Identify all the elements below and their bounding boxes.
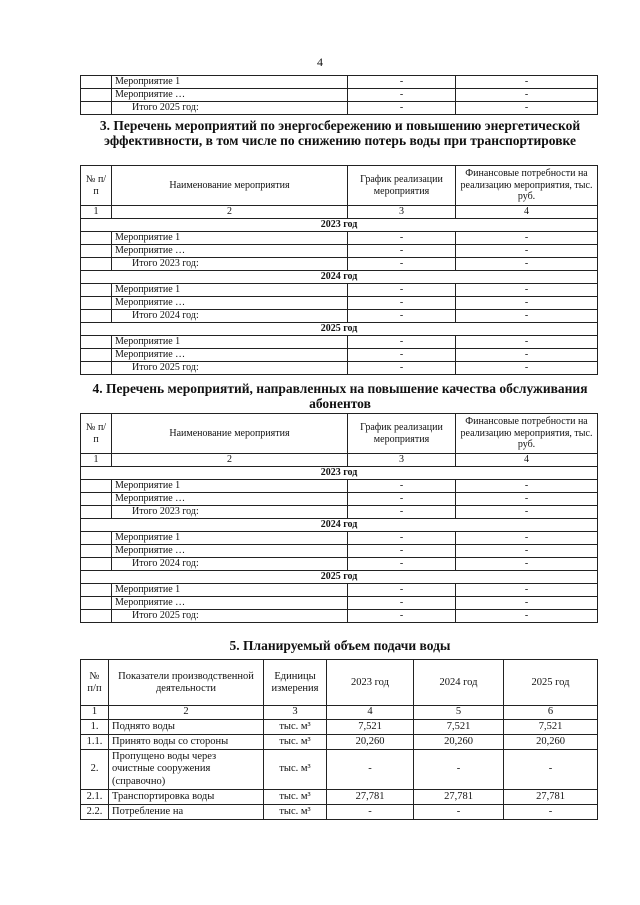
table-cell <box>81 480 112 493</box>
table-cell: - <box>348 336 456 349</box>
table-cell: - <box>456 232 598 245</box>
table-cell: Наименование мероприятия <box>112 166 348 206</box>
table-row <box>81 362 598 375</box>
table-cell <box>81 258 112 271</box>
table-cell: - <box>414 805 504 820</box>
table-cell <box>81 297 112 310</box>
table-cell: График реализации мероприятия <box>348 414 456 454</box>
table-cell <box>81 506 112 519</box>
table-cell: Мероприятие … <box>112 297 348 310</box>
table-cell: - <box>348 284 456 297</box>
table-cell: 2 <box>112 454 348 467</box>
table-cell: - <box>456 558 598 571</box>
table-cell: 3 <box>264 706 327 720</box>
table-cell: - <box>456 310 598 323</box>
year-row <box>81 271 598 284</box>
table-row <box>81 720 598 735</box>
table-cell: - <box>456 545 598 558</box>
table-cell: - <box>456 597 598 610</box>
table-cell <box>81 584 112 597</box>
table-row <box>81 102 598 115</box>
table-cell: Потребление на <box>109 805 264 820</box>
table-cell: - <box>456 89 598 102</box>
column-numbers <box>81 206 598 219</box>
table-cell: Итого 2025 год: <box>112 362 348 375</box>
table-cell: - <box>456 610 598 623</box>
section5-table <box>80 659 598 820</box>
section3-table <box>80 165 598 375</box>
table-cell: Пропущено воды через очистные сооружения (справочно) <box>109 750 264 790</box>
table-cell: Поднято воды <box>109 720 264 735</box>
table-cell: Мероприятие … <box>112 545 348 558</box>
table-cell: 2025 год <box>504 660 598 706</box>
table-cell: 1 <box>81 206 112 219</box>
table-row <box>81 735 598 750</box>
table-row <box>81 245 598 258</box>
table-cell: 2024 год <box>81 519 598 532</box>
table-cell: - <box>348 493 456 506</box>
table-cell <box>81 493 112 506</box>
table-row <box>81 597 598 610</box>
table-cell: 4 <box>456 454 598 467</box>
table-cell <box>81 610 112 623</box>
table-row <box>81 89 598 102</box>
table-cell: 2023 год <box>81 467 598 480</box>
table-cell: - <box>456 480 598 493</box>
table-cell: тыс. м³ <box>264 790 327 805</box>
table-cell <box>81 232 112 245</box>
section5-title: 5. Планируемый объем подачи воды <box>229 638 451 653</box>
table-row <box>81 258 598 271</box>
table-row <box>81 310 598 323</box>
table-row <box>81 336 598 349</box>
table-cell: 2023 год <box>81 219 598 232</box>
table-cell: - <box>348 480 456 493</box>
section4-title: 4. Перечень мероприятий, направленных на повышение качества обслуживания абонентов <box>92 381 588 411</box>
table-cell: 6 <box>504 706 598 720</box>
table-cell: 7,521 <box>504 720 598 735</box>
total-label: Итого 2025 год: <box>112 102 348 115</box>
table-cell: - <box>348 232 456 245</box>
table-cell: - <box>456 245 598 258</box>
table-cell: - <box>348 558 456 571</box>
table-cell: 2023 год <box>327 660 414 706</box>
table-cell: - <box>456 297 598 310</box>
table-cell <box>81 558 112 571</box>
table-cell: Мероприятие … <box>112 245 348 258</box>
table-cell: - <box>348 545 456 558</box>
section4-table <box>80 413 598 623</box>
table-cell: - <box>348 297 456 310</box>
year-row <box>81 467 598 480</box>
table-cell: 7,521 <box>414 720 504 735</box>
table-cell: № п/п <box>81 660 109 706</box>
table-cell: - <box>327 805 414 820</box>
table-cell: 20,260 <box>327 735 414 750</box>
table-cell <box>81 349 112 362</box>
table-row <box>81 532 598 545</box>
table-cell: тыс. м³ <box>264 750 327 790</box>
measure-name: Мероприятие 1 <box>112 76 348 89</box>
table-cell <box>81 545 112 558</box>
table-cell: 2024 год <box>414 660 504 706</box>
table-cell <box>81 310 112 323</box>
table-cell: 2 <box>112 206 348 219</box>
table-cell <box>81 597 112 610</box>
table-cell: - <box>456 336 598 349</box>
table-cell: Единицы измерения <box>264 660 327 706</box>
table-cell: 2.2. <box>81 805 109 820</box>
table-row <box>81 750 598 790</box>
table-cell: - <box>504 750 598 790</box>
table-cell: - <box>348 610 456 623</box>
table-cell <box>81 76 112 89</box>
table-cell <box>81 284 112 297</box>
table-cell: Мероприятие 1 <box>112 532 348 545</box>
table-cell: - <box>348 597 456 610</box>
table-cell: Мероприятие 1 <box>112 480 348 493</box>
table-cell: тыс. м³ <box>264 720 327 735</box>
table-row <box>81 545 598 558</box>
table-row <box>81 284 598 297</box>
table-cell <box>81 532 112 545</box>
table-cell: 4 <box>327 706 414 720</box>
table-row <box>81 297 598 310</box>
table-cell: 20,260 <box>504 735 598 750</box>
table-cell: - <box>456 76 598 89</box>
table-cell <box>81 362 112 375</box>
table-cell: - <box>456 349 598 362</box>
table-cell: - <box>348 245 456 258</box>
table-cell: 2025 год <box>81 571 598 584</box>
measure-name: Мероприятие … <box>112 89 348 102</box>
table-cell: 2025 год <box>81 323 598 336</box>
table-cell: - <box>456 102 598 115</box>
table-cell: - <box>456 284 598 297</box>
table-cell: - <box>348 102 456 115</box>
table-cell: Мероприятие 1 <box>112 336 348 349</box>
table-cell: 1.1. <box>81 735 109 750</box>
table-cell: График реализации мероприятия <box>348 166 456 206</box>
table-cell: Показатели производственной деятельности <box>109 660 264 706</box>
table-cell: - <box>456 493 598 506</box>
table-cell: Итого 2024 год: <box>112 310 348 323</box>
table-cell: Итого 2023 год: <box>112 258 348 271</box>
table-cell: - <box>414 750 504 790</box>
table-row <box>81 480 598 493</box>
table-cell: - <box>348 89 456 102</box>
table-cell: 20,260 <box>414 735 504 750</box>
table-cell: Принято воды со стороны <box>109 735 264 750</box>
table-cell: Мероприятие … <box>112 597 348 610</box>
table-cell: 3 <box>348 206 456 219</box>
table-cell: тыс. м³ <box>264 735 327 750</box>
table-cell: Финансовые потребности на реализацию мероприятия, тыс. руб. <box>456 166 598 206</box>
table-cell: 5 <box>414 706 504 720</box>
table-cell: - <box>456 532 598 545</box>
table-cell <box>81 245 112 258</box>
table-cell <box>81 89 112 102</box>
table-row <box>81 790 598 805</box>
table-cell: 27,781 <box>327 790 414 805</box>
table-cell: - <box>348 310 456 323</box>
table-cell: Итого 2024 год: <box>112 558 348 571</box>
table-cell <box>81 102 112 115</box>
year-row <box>81 323 598 336</box>
table-cell: тыс. м³ <box>264 805 327 820</box>
table-cell: - <box>348 258 456 271</box>
table-header <box>81 414 598 454</box>
table-cell: 2.1. <box>81 790 109 805</box>
table-cell: 2 <box>109 706 264 720</box>
table-row <box>81 349 598 362</box>
table-row <box>81 610 598 623</box>
table-row <box>81 76 598 89</box>
table-cell: 1 <box>81 706 109 720</box>
table-cell: Транспортировка воды <box>109 790 264 805</box>
table-cell: № п/п <box>81 166 112 206</box>
table-cell: 1. <box>81 720 109 735</box>
table-row <box>81 805 598 820</box>
table-cell: 4 <box>456 206 598 219</box>
table-cell: - <box>348 506 456 519</box>
table-cell: - <box>348 584 456 597</box>
table-cell: Мероприятие … <box>112 349 348 362</box>
table-cell: № п/п <box>81 414 112 454</box>
year-row <box>81 219 598 232</box>
table-cell: 1 <box>81 454 112 467</box>
continuation-table <box>80 75 598 115</box>
table-row <box>81 558 598 571</box>
column-numbers <box>81 454 598 467</box>
table-cell: - <box>456 258 598 271</box>
table-cell: 3 <box>348 454 456 467</box>
table-cell: - <box>348 362 456 375</box>
table-cell: - <box>348 532 456 545</box>
table-cell: - <box>327 750 414 790</box>
table-row <box>81 232 598 245</box>
table-cell: 7,521 <box>327 720 414 735</box>
table-cell: 27,781 <box>414 790 504 805</box>
table-cell: - <box>456 584 598 597</box>
year-row <box>81 571 598 584</box>
table-header <box>81 660 598 706</box>
table-row <box>81 493 598 506</box>
table-cell: Мероприятие 1 <box>112 584 348 597</box>
table-cell: Мероприятие 1 <box>112 284 348 297</box>
table-row <box>81 506 598 519</box>
table-cell: 27,781 <box>504 790 598 805</box>
table-cell: Наименование мероприятия <box>112 414 348 454</box>
table-cell: Итого 2023 год: <box>112 506 348 519</box>
table-cell: Мероприятие … <box>112 493 348 506</box>
column-numbers <box>81 706 598 720</box>
table-cell: - <box>456 362 598 375</box>
table-cell <box>81 336 112 349</box>
page-number: 4 <box>317 55 323 69</box>
table-row <box>81 584 598 597</box>
table-cell: 2024 год <box>81 271 598 284</box>
table-header <box>81 166 598 206</box>
section3-title: 3. Перечень мероприятий по энергосбережению и повышению энергетической эффективности, в том числе по снижению потерь воды при транспортировке <box>99 118 581 148</box>
table-cell: Финансовые потребности на реализацию мероприятия, тыс. руб. <box>456 414 598 454</box>
table-cell: Мероприятие 1 <box>112 232 348 245</box>
table-cell: - <box>348 349 456 362</box>
table-cell: - <box>504 805 598 820</box>
table-cell: 2. <box>81 750 109 790</box>
table-cell: - <box>456 506 598 519</box>
year-row <box>81 519 598 532</box>
table-cell: - <box>348 76 456 89</box>
table-cell: Итого 2025 год: <box>112 610 348 623</box>
